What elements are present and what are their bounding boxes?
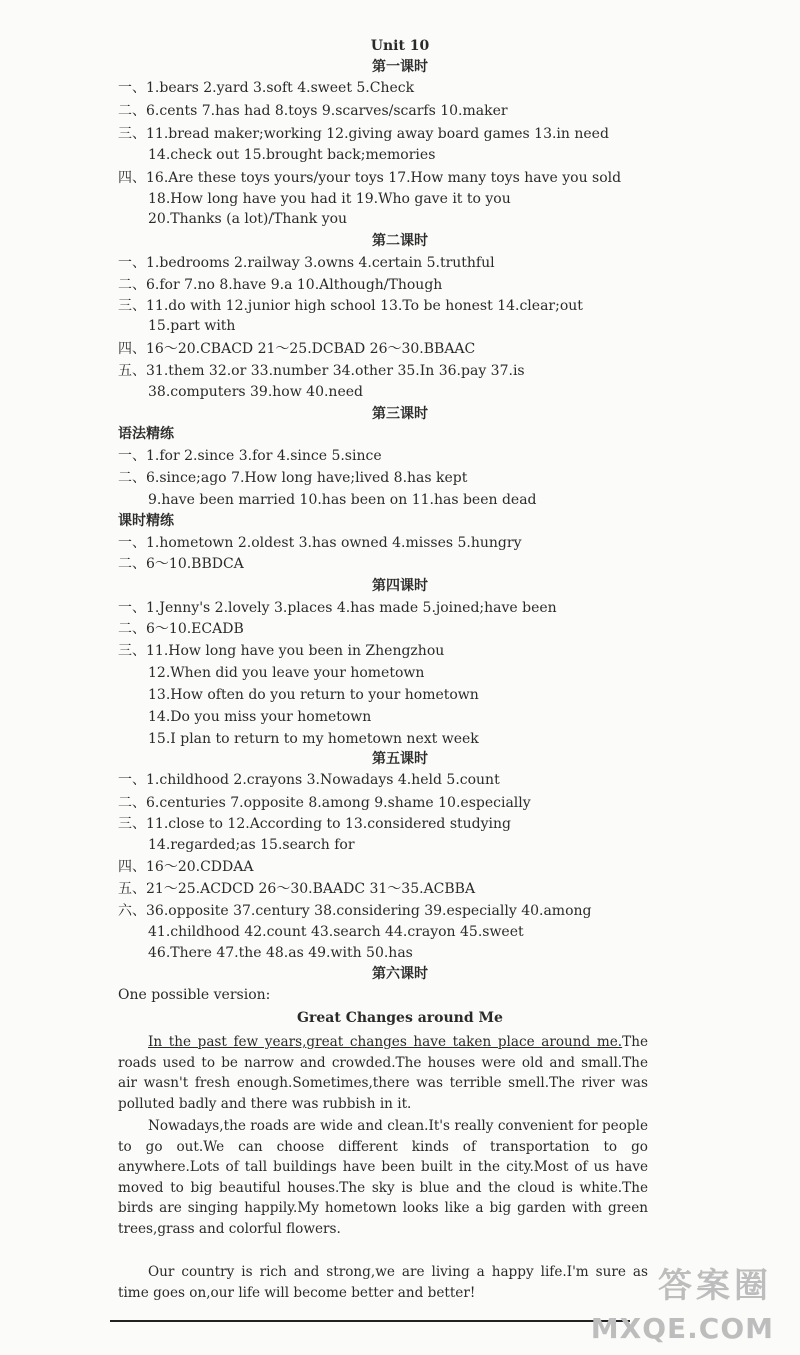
answer-line: 18.How long have you had it 19.Who gave it to you xyxy=(148,191,511,207)
lesson-6-heading: 第六课时 xyxy=(372,966,428,982)
answer-line: 四、16～20.CDDAA xyxy=(118,859,254,875)
essay-underlined-sentence: In the past few years,great changes have taken place around me. xyxy=(148,1034,623,1050)
bottom-rule xyxy=(110,1320,630,1322)
answer-line: 三、11.bread maker;working 12.giving away board games 13.in need xyxy=(118,126,609,142)
answer-line: 三、11.close to 12.According to 13.considered studying xyxy=(118,816,511,832)
answer-line: 38.computers 39.how 40.need xyxy=(148,384,363,400)
answer-line: 一、1.childhood 2.crayons 3.Nowadays 4.held 5.count xyxy=(118,772,500,788)
answer-line: 46.There 47.the 48.as 49.with 50.has xyxy=(148,945,413,961)
lesson-5-heading: 第五课时 xyxy=(372,751,428,767)
lesson-1-heading: 第一课时 xyxy=(372,59,428,75)
answer-line: 一、1.Jenny's 2.lovely 3.places 4.has made 5.joined;have been xyxy=(118,600,557,616)
lesson-4-heading: 第四课时 xyxy=(372,578,428,594)
answer-line: 二、6～10.ECADB xyxy=(118,621,244,637)
essay-intro: One possible version: xyxy=(118,987,271,1003)
answer-line: 二、6.since;ago 7.How long have;lived 8.has kept xyxy=(118,470,468,486)
answer-line: 一、1.for 2.since 3.for 4.since 5.since xyxy=(118,448,382,464)
answer-line: 三、11.How long have you been in Zhengzhou xyxy=(118,643,445,659)
essay-paragraph xyxy=(118,1032,648,1114)
answer-line: 六、36.opposite 37.century 38.considering 39.especially 40.among xyxy=(118,903,592,919)
answer-line: 二、6～10.BBDCA xyxy=(118,556,244,572)
answer-line: 41.childhood 42.count 43.search 44.crayon 45.sweet xyxy=(148,924,524,940)
answer-line: 14.Do you miss your hometown xyxy=(148,709,372,725)
answer-line: 五、31.them 32.or 33.number 34.other 35.In 36.pay 37.is xyxy=(118,363,525,379)
unit-title: Unit 10 xyxy=(370,38,430,54)
answer-line: 12.When did you leave your hometown xyxy=(148,665,425,681)
watermark-url: MXQE.COM xyxy=(590,1312,774,1345)
answer-line: 五、21～25.ACDCD 26～30.BAADC 31～35.ACBBA xyxy=(118,881,476,897)
answer-line: 二、6.cents 7.has had 8.toys 9.scarves/scarfs 10.maker xyxy=(118,103,508,119)
essay-text: The roads used to be narrow and crowded.The houses were old and small.The air wasn't fresh enough.Sometimes,there was terrible smell.The river was polluted badly and there was rubbish in it. xyxy=(118,1034,648,1112)
answer-line: 20.Thanks (a lot)/Thank you xyxy=(148,211,348,227)
answer-line: 14.regarded;as 15.search for xyxy=(148,837,355,853)
answer-line: 13.How often do you return to your hometown xyxy=(148,687,479,703)
lesson-2-heading: 第二课时 xyxy=(372,233,428,249)
essay-title: Great Changes around Me xyxy=(297,1010,503,1026)
answer-line: 14.check out 15.brought back;memories xyxy=(148,147,436,163)
answer-line: 四、16.Are these toys yours/your toys 17.How many toys have you sold xyxy=(118,170,622,186)
answer-line: 四、16～20.CBACD 21～25.DCBAD 26～30.BBAAC xyxy=(118,341,476,357)
answer-line: 15.part with xyxy=(148,318,236,334)
lesson-3-heading: 第三课时 xyxy=(372,406,428,422)
subsection-heading: 课时精练 xyxy=(118,513,174,529)
essay-paragraph: Our country is rich and strong,we are living a happy life.I'm sure as time goes on,our life will become better and better! xyxy=(118,1264,648,1301)
subsection-heading: 语法精练 xyxy=(118,426,174,442)
essay-paragraph: Nowadays,the roads are wide and clean.It's really convenient for people to go out.We can choose different kinds of transportation to go anywhere.Lots of tall buildings have been built in the city.Most of us have moved to big beautiful houses.The sky is blue and the cloud is white.The birds are singing happily.My hometown looks like a big garden with green trees,grass and colorful flowers. xyxy=(118,1118,648,1237)
watermark-logo: 答案圈 xyxy=(658,1266,772,1306)
answer-line: 一、1.hometown 2.oldest 3.has owned 4.misses 5.hungry xyxy=(118,535,522,551)
answer-line: 15.I plan to return to my hometown next week xyxy=(148,731,479,747)
answer-line: 三、11.do with 12.junior high school 13.To be honest 14.clear;out xyxy=(118,298,583,314)
answer-line: 一、1.bears 2.yard 3.soft 4.sweet 5.Check xyxy=(118,80,415,96)
answer-line: 9.have been married 10.has been on 11.has been dead xyxy=(148,492,537,508)
answer-line: 二、6.for 7.no 8.have 9.a 10.Although/Though xyxy=(118,277,443,293)
answer-line: 二、6.centuries 7.opposite 8.among 9.shame 10.especially xyxy=(118,795,531,811)
answer-line: 一、1.bedrooms 2.railway 3.owns 4.certain 5.truthful xyxy=(118,255,495,271)
